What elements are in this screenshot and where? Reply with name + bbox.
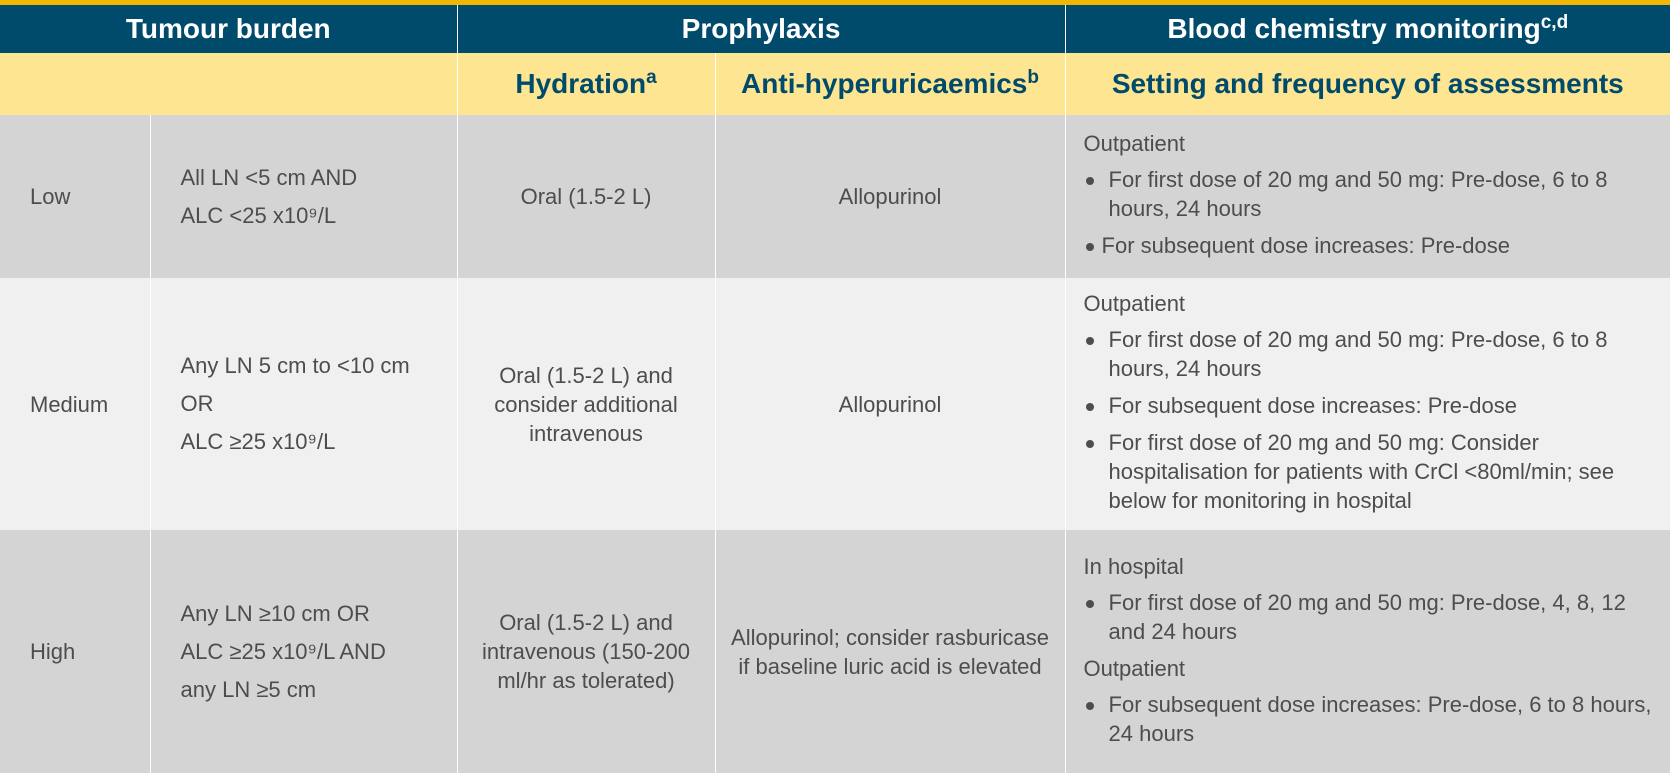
monitoring-setting: Outpatient [1083, 291, 1186, 316]
monitoring-item: For first dose of 20 mg and 50 mg: Pre-dose, 4, 8, 12 and 24 hours [1084, 588, 1657, 646]
monitoring-setting: In hospital [1083, 553, 1184, 579]
hydration-cell: Oral (1.5-2 L) and consider additional intravenous [457, 278, 715, 530]
monitoring-list [1084, 588, 1657, 646]
header-row-sub [0, 53, 1670, 115]
burden-level: High [0, 530, 150, 773]
footnote-marker: a [646, 67, 657, 88]
monitoring-item: For subsequent dose increases: Pre-dose [1084, 231, 1657, 260]
monitoring-list [1084, 325, 1657, 515]
burden-criteria [150, 278, 457, 530]
header-blood-chemistry-label: Blood chemistry monitoring [1167, 13, 1541, 44]
header-prophylaxis [457, 5, 1065, 53]
hydration-cell: Oral (1.5-2 L) [457, 115, 715, 278]
table-row-low [0, 115, 1670, 278]
subheader-empty [0, 53, 457, 115]
subheader-anti-hyperuricaemics [715, 53, 1065, 115]
monitoring-item: For first dose of 20 mg and 50 mg: Pre-dose, 6 to 8 hours, 24 hours [1084, 165, 1657, 223]
monitoring-cell [1065, 115, 1670, 278]
burden-criteria [150, 530, 457, 773]
monitoring-item: For first dose of 20 mg and 50 mg: Consider hospitalisation for patients with CrCl <80ml/min; see below for monitoring in hospital [1084, 428, 1657, 515]
monitoring-setting: Outpatient [1083, 131, 1186, 156]
subheader-hydration-label: Hydration [515, 68, 647, 99]
header-tumour-burden [0, 5, 457, 53]
criteria-line: All LN <5 cm AND [180, 164, 358, 190]
header-row-main [0, 5, 1670, 53]
anti-hyperuricaemics-cell: Allopurinol; consider rasburicase if baseline luric acid is elevated [715, 530, 1065, 773]
footnote-marker: b [1027, 67, 1039, 88]
burden-criteria [150, 115, 457, 278]
monitoring-cell [1065, 530, 1670, 773]
monitoring-setting: Outpatient [1083, 655, 1186, 681]
burden-level: Low [0, 115, 150, 278]
monitoring-item: For first dose of 20 mg and 50 mg: Pre-dose, 6 to 8 hours, 24 hours [1084, 325, 1657, 383]
header-tumour-burden-label: Tumour burden [125, 13, 331, 44]
subheader-hydration [457, 53, 715, 115]
monitoring-item: For subsequent dose increases: Pre-dose [1084, 391, 1657, 420]
criteria-line: Any LN ≥10 cm OR [180, 600, 370, 626]
header-blood-chemistry [1065, 5, 1670, 53]
footnote-marker: c,d [1540, 12, 1569, 33]
criteria-line: ALC ≥25 x10⁹/L [180, 429, 336, 454]
criteria-line: any LN ≥5 cm [180, 676, 317, 702]
criteria-line: ALC <25 x10⁹/L [180, 202, 337, 228]
criteria-line: ALC ≥25 x10⁹/L AND [180, 638, 386, 664]
monitoring-cell [1065, 278, 1670, 530]
monitoring-item: For subsequent dose increases: Pre-dose, 6 to 8 hours, 24 hours [1084, 690, 1657, 748]
header-prophylaxis-label: Prophylaxis [681, 13, 841, 44]
criteria-line: Any LN 5 cm to <10 cm [180, 353, 410, 378]
monitoring-list [1084, 690, 1657, 748]
anti-hyperuricaemics-cell: Allopurinol [715, 278, 1065, 530]
subheader-anti-hyperuricaemics-label: Anti-hyperuricaemics [741, 68, 1028, 99]
subheader-setting-frequency [1065, 53, 1670, 115]
anti-hyperuricaemics-cell: Allopurinol [715, 115, 1065, 278]
criteria-line: OR [180, 391, 214, 416]
table-row-medium [0, 278, 1670, 530]
hydration-cell: Oral (1.5-2 L) and intravenous (150-200 ml/hr as tolerated) [457, 530, 715, 773]
burden-level: Medium [0, 278, 150, 530]
monitoring-list [1084, 165, 1657, 260]
subheader-setting-frequency-label: Setting and frequency of assessments [1111, 68, 1624, 99]
tls-prophylaxis-table [0, 5, 1670, 773]
table-row-high [0, 530, 1670, 773]
